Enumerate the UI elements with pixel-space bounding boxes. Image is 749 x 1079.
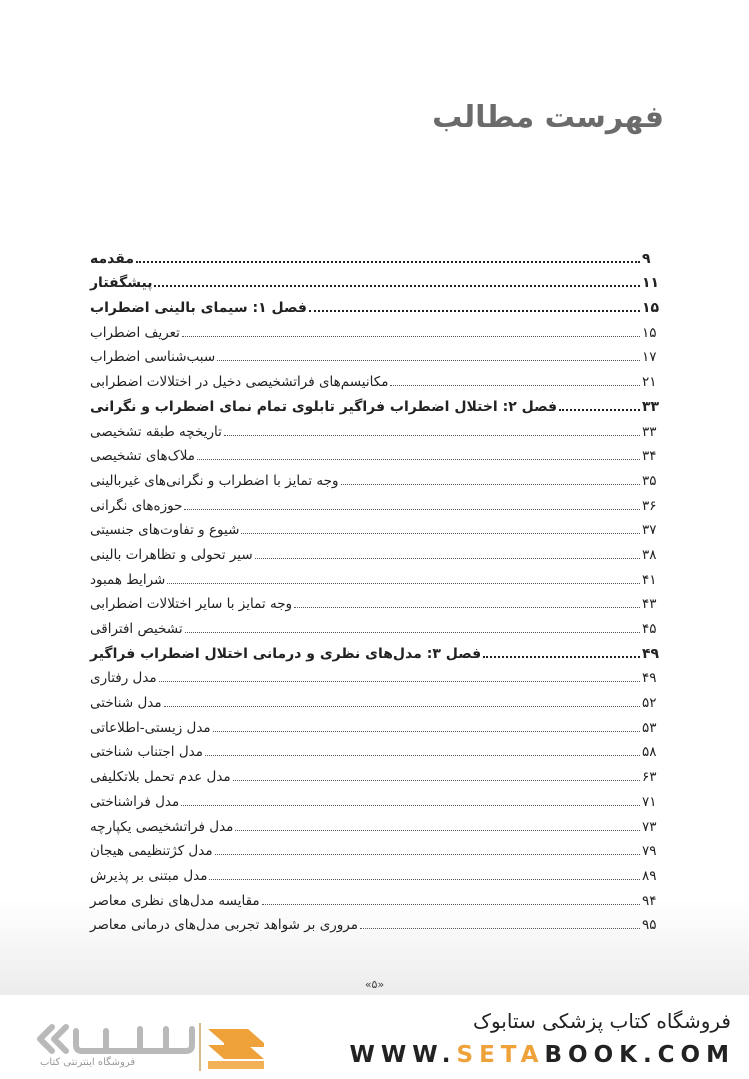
toc-section-entry [88,317,662,342]
toc-section-entry [88,910,662,935]
dot-leader [360,928,640,929]
toc-entry-title: تاریخچه طبقه تشخیصی [90,423,222,440]
dot-leader [185,632,640,633]
page-title: فهرست مطالب [432,100,664,135]
dot-leader [390,385,640,386]
shop-url-link[interactable] [350,1042,735,1068]
toc-section-entry [88,786,662,811]
toc-entry-title: مدل زیستی-اطلاعاتی [90,719,211,736]
toc-page-number: ۱۱ [642,275,660,292]
toc-page-number: ۴۵ [642,621,657,637]
toc-section-entry [88,539,662,564]
dot-leader [294,607,640,608]
toc-entry-title: تعریف اضطراب [90,324,180,341]
toc-entry-title: فصل ۳: مدل‌های نظری و درمانی اختلال اضطراب فراگیر [90,645,482,662]
toc-entry-title: مدل اجتناب شناختی [90,744,203,761]
dot-leader [235,830,640,831]
dot-leader [213,731,640,732]
logo-tagline: فروشگاه اینترنتی کتاب [40,1057,136,1068]
toc-section-entry [88,687,662,712]
toc-section-entry [88,663,662,688]
toc-entry-title: مدل شناختی [90,695,162,712]
toc-entry-title: وجه تمایز با سایر اختلالات اضطرابی [90,596,293,613]
toc-section-entry [88,416,662,441]
toc-entry-title: مدل فراشناختی [90,793,180,810]
dot-leader [197,459,640,460]
toc-entry-title: وجه تمایز با اضطراب و نگرانی‌های غیربالینی [90,472,339,489]
toc-section-entry [88,515,662,540]
toc-page-number: ۵۸ [642,744,657,761]
toc-page-number: ۴۹ [642,670,657,687]
toc-page-number: ۷۳ [642,818,657,835]
toc-entry-title: سیر تحولی و تظاهرات بالینی [90,546,253,563]
dot-leader [559,409,640,411]
toc-page-number: ۷۹ [642,843,657,860]
dot-leader [241,533,640,534]
dot-leader [181,805,640,806]
toc-section-entry [88,589,662,614]
url-suffix: BOOK.COM [544,1042,735,1068]
toc-section-entry [88,613,662,638]
toc-entry-title: مروری بر شواهد تجربی مدل‌های درمانی معاصر [90,917,358,934]
toc-page-number: ۳۸ [642,546,657,563]
dot-leader [217,360,640,361]
toc-page-number: ۱۷ [642,349,657,366]
toc-page-number: ۳۵ [642,472,657,489]
toc-section-entry [88,342,662,367]
toc-entry-title: ملاک‌های تشخیصی [90,448,196,465]
toc-chapter-entry [88,292,662,317]
toc-entry-title: سبب‌شناسی اضطراب [90,349,216,366]
toc-page-number: ۴۳ [642,596,657,613]
toc-chapter-entry [88,268,662,293]
toc-section-entry [88,836,662,861]
toc-section-entry [88,564,662,589]
toc-page-number: ۴۱ [642,571,657,588]
toc-section-entry [88,712,662,737]
toc-entry-title: حوزه‌های نگرانی [90,497,183,514]
toc-entry-title: مکانیسم‌های فراتشخیصی دخیل در اختلالات اضطرابی [90,374,389,391]
toc-chapter-entry [88,391,662,416]
toc-entry-title: فصل ۲: اختلال اضطراب فراگیر تابلوی تمام نمای اضطراب و نگرانی [90,398,558,415]
toc-entry-title: مقدمه [90,250,134,267]
page-number: «۵» [364,978,385,991]
toc-page-number: ۹ [642,250,651,267]
toc-section-entry [88,490,662,515]
toc-section-entry [88,441,662,466]
dot-leader [167,583,640,584]
dot-leader [255,558,640,559]
toc-page-number: ۳۳ [642,398,660,415]
toc-entry-title: مقایسه مدل‌های نظری معاصر [90,892,260,909]
toc-section-entry [88,465,662,490]
toc-page-number: ۷۱ [642,793,657,810]
toc-entry-title: مدل عدم تحمل بلاتکلیفی [90,769,231,786]
toc-entry-title: فصل ۱: سیمای بالینی اضطراب [90,300,307,317]
dot-leader [262,904,640,905]
dot-leader [341,484,640,485]
toc-page-number: ۸۹ [642,867,657,884]
toc-entry-title: تشخیص افتراقی [90,621,183,637]
toc-page-number: ۳۷ [642,522,657,539]
toc-entry-title: شرایط همبود [90,571,166,588]
toc-page-number: ۵۳ [642,719,657,736]
dot-leader [233,780,640,781]
toc-page-number: ۹۵ [642,917,657,934]
toc-entry-title: شیوع و تفاوت‌های جنسیتی [90,522,240,539]
toc-section-entry [88,737,662,762]
store-footer [0,995,749,1079]
toc-entry-title: مدل کژتنظیمی هیجان [90,843,213,860]
toc-page-number: ۱۵ [642,300,660,317]
toc-entry-title: مدل مبتنی بر پذیرش [90,867,208,884]
toc-entry-title: مدل رفتاری [90,670,157,687]
dot-leader [205,755,640,756]
url-accent: SETA [456,1042,545,1068]
toc-section-entry [88,366,662,391]
dot-leader [215,854,640,855]
dot-leader [182,336,640,337]
dot-leader [184,509,640,510]
toc-page-number: ۳۴ [642,448,657,465]
dot-leader [224,435,640,436]
toc-section-entry [88,885,662,910]
toc-page-number: ۹۴ [642,892,657,909]
toc-page-number: ۳۳ [642,423,657,440]
dot-leader [136,261,640,263]
toc-page-number: ۵۲ [642,695,657,712]
toc-entry-title: مدل فراتشخیصی یکپارچه [90,818,234,835]
toc-section-entry [88,811,662,836]
table-of-contents [88,243,662,934]
toc-page-number: ۳۶ [642,497,657,514]
dot-leader [164,706,640,707]
toc-entry-title: پیشگفتار [90,275,153,292]
toc-section-entry [88,860,662,885]
dot-leader [483,656,640,658]
toc-section-entry [88,761,662,786]
dot-leader [209,879,640,880]
dot-leader [159,681,640,682]
toc-page-number: ۲۱ [642,374,657,391]
toc-chapter-entry [88,638,662,663]
toc-page-number: ۴۹ [642,645,660,662]
url-prefix: WWW. [349,1042,457,1068]
dot-leader [154,285,640,287]
shop-name: فروشگاه کتاب پزشکی ستابوک [473,1009,731,1033]
dot-leader [309,310,640,312]
toc-page-number: ۶۳ [642,769,657,786]
toc-page-number: ۱۵ [642,324,657,341]
toc-chapter-entry [88,243,662,268]
